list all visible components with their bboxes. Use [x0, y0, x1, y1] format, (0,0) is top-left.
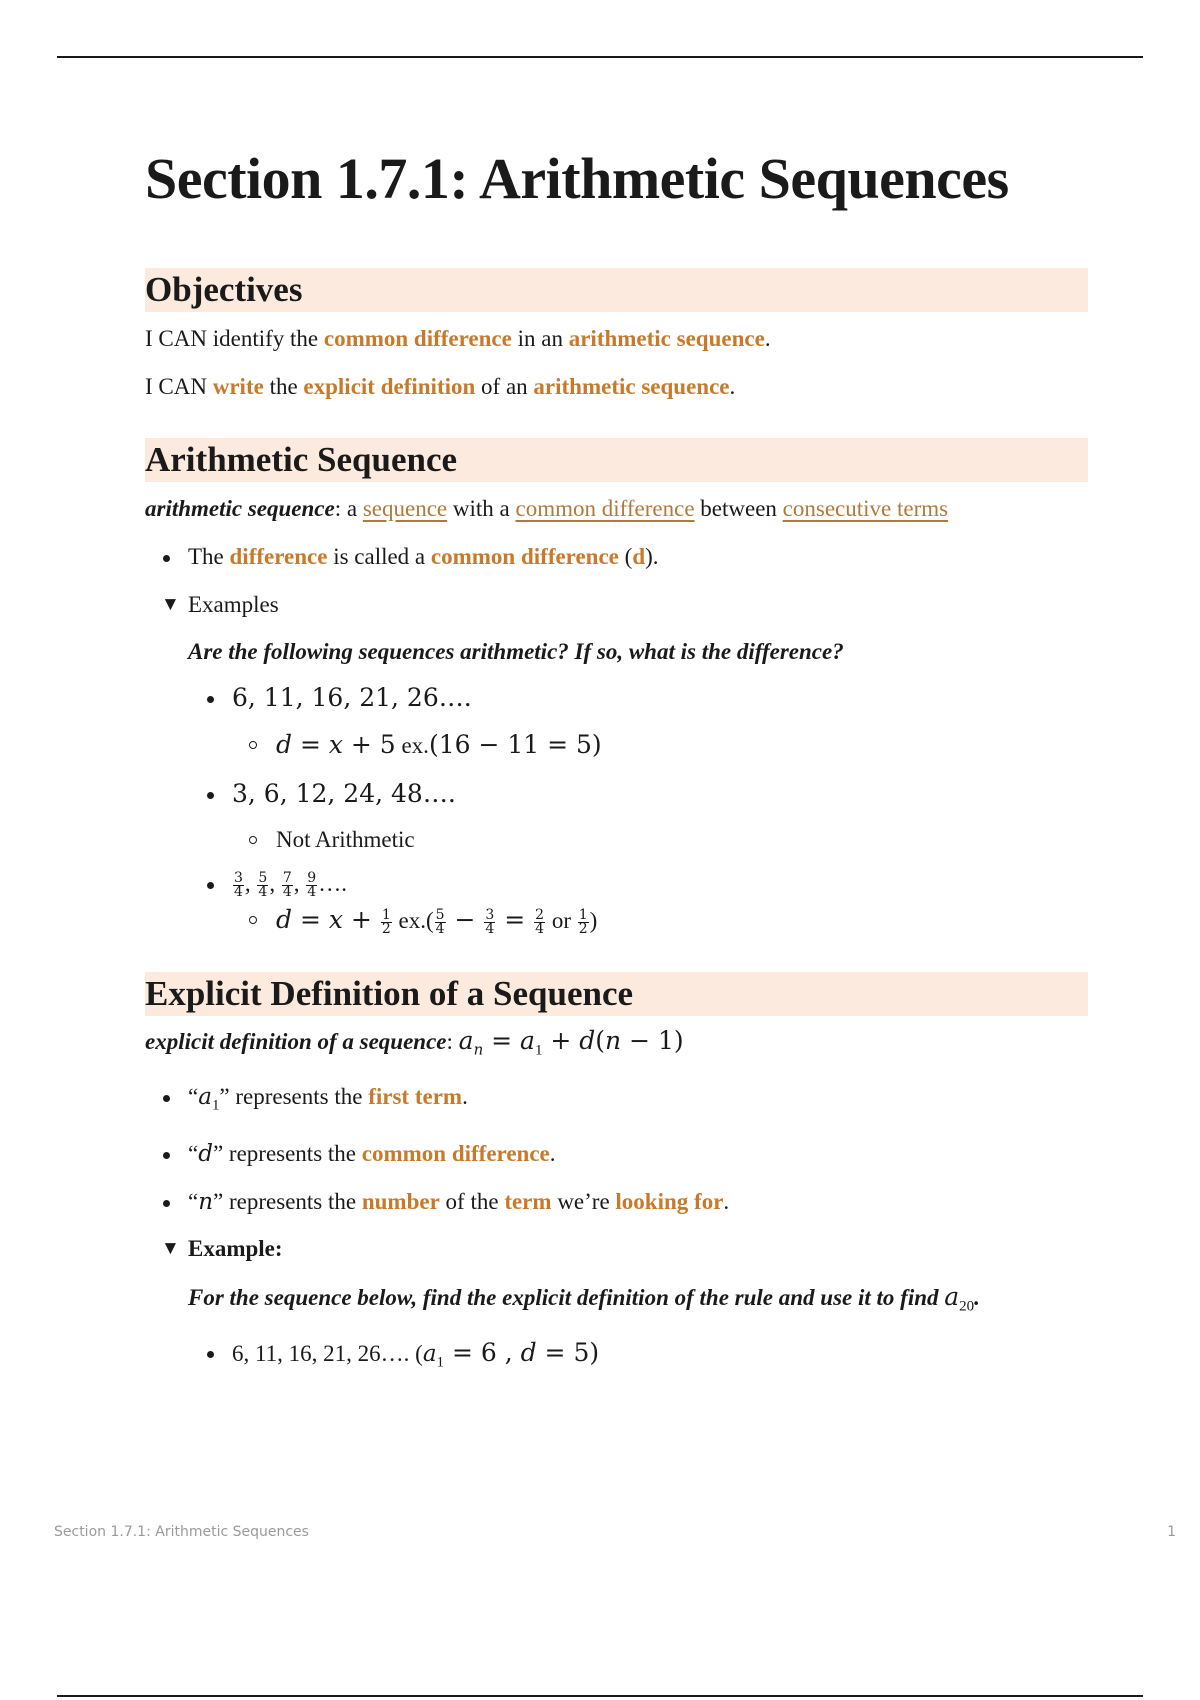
list-item: “$a_1$” represents the first term. — [145, 1082, 1088, 1121]
list-item: 3, 6, 12, 24, 48…. — [145, 779, 1088, 809]
list-item: “d” represents the common difference. — [145, 1139, 1088, 1169]
example-prompt: For the sequence below, find the explicit definition of the rule and use it to find $a_{20}$. — [188, 1281, 980, 1315]
list-item: The difference is called a common difference (d). — [145, 542, 1088, 572]
objectives-heading: Objectives — [145, 268, 1088, 312]
objective-2: I CAN write the explicit definition of an arithmetic sequence. — [145, 374, 736, 399]
examples-toggle[interactable]: ▼ Examples — [145, 590, 1088, 620]
examples-prompt: Are the following sequences arithmetic? If so, what is the difference? — [188, 639, 844, 664]
consecutive-terms-link[interactable]: consecutive terms — [782, 496, 949, 521]
bottom-rule — [57, 1695, 1143, 1697]
list-item: d = x + 5 ex.(16 − 11 = 5) — [145, 730, 1088, 761]
list-item: 6, 11, 16, 21, 26…. — [145, 683, 1088, 713]
page-title: Section 1.7.1: Arithmetic Sequences — [145, 146, 1009, 211]
list-item: 6, 11, 16, 21, 26…. ($a_1 = 6$ , d = 5) — [145, 1338, 1088, 1378]
example-toggle[interactable]: ▼ Example: — [145, 1234, 1088, 1264]
list-item: d = x + $\frac{1}{2}$ ex.( $\frac{5}{4}$ − $\frac{3}{4}$ = $\frac{2}{4}$ or $\frac{1}{2}$ ) — [145, 905, 1088, 936]
top-rule — [57, 56, 1143, 58]
explicit-definition-heading: Explicit Definition of a Sequence — [145, 972, 1088, 1016]
triangle-down-icon: ▼ — [161, 594, 180, 615]
footer-title: Section 1.7.1: Arithmetic Sequences — [54, 1524, 309, 1540]
page-content — [145, 140, 1088, 1378]
page-number: 1 — [1167, 1524, 1176, 1540]
explicit-definition: explicit definition of a sequence: $a_n = a_1 + d(n - 1)$ — [145, 1026, 684, 1060]
sequence-link[interactable]: sequence — [362, 496, 448, 521]
common-difference-link[interactable]: common difference — [515, 496, 695, 521]
objective-1: I CAN identify the common difference in an arithmetic sequence. — [145, 326, 771, 351]
list-item: $\frac{3}{4}$ , $\frac{5}{4}$ , $\frac{7}{4}$ , $\frac{9}{4}$ …. — [145, 869, 1088, 899]
list-item: Not Arithmetic — [145, 825, 1088, 855]
arithmetic-sequence-heading: Arithmetic Sequence — [145, 438, 1088, 482]
arithmetic-definition: arithmetic sequence: a sequence with a common difference between consecutive terms — [145, 496, 949, 521]
triangle-down-icon: ▼ — [161, 1237, 180, 1259]
list-item: “n” represents the number of the term we’re looking for. — [145, 1187, 1088, 1217]
